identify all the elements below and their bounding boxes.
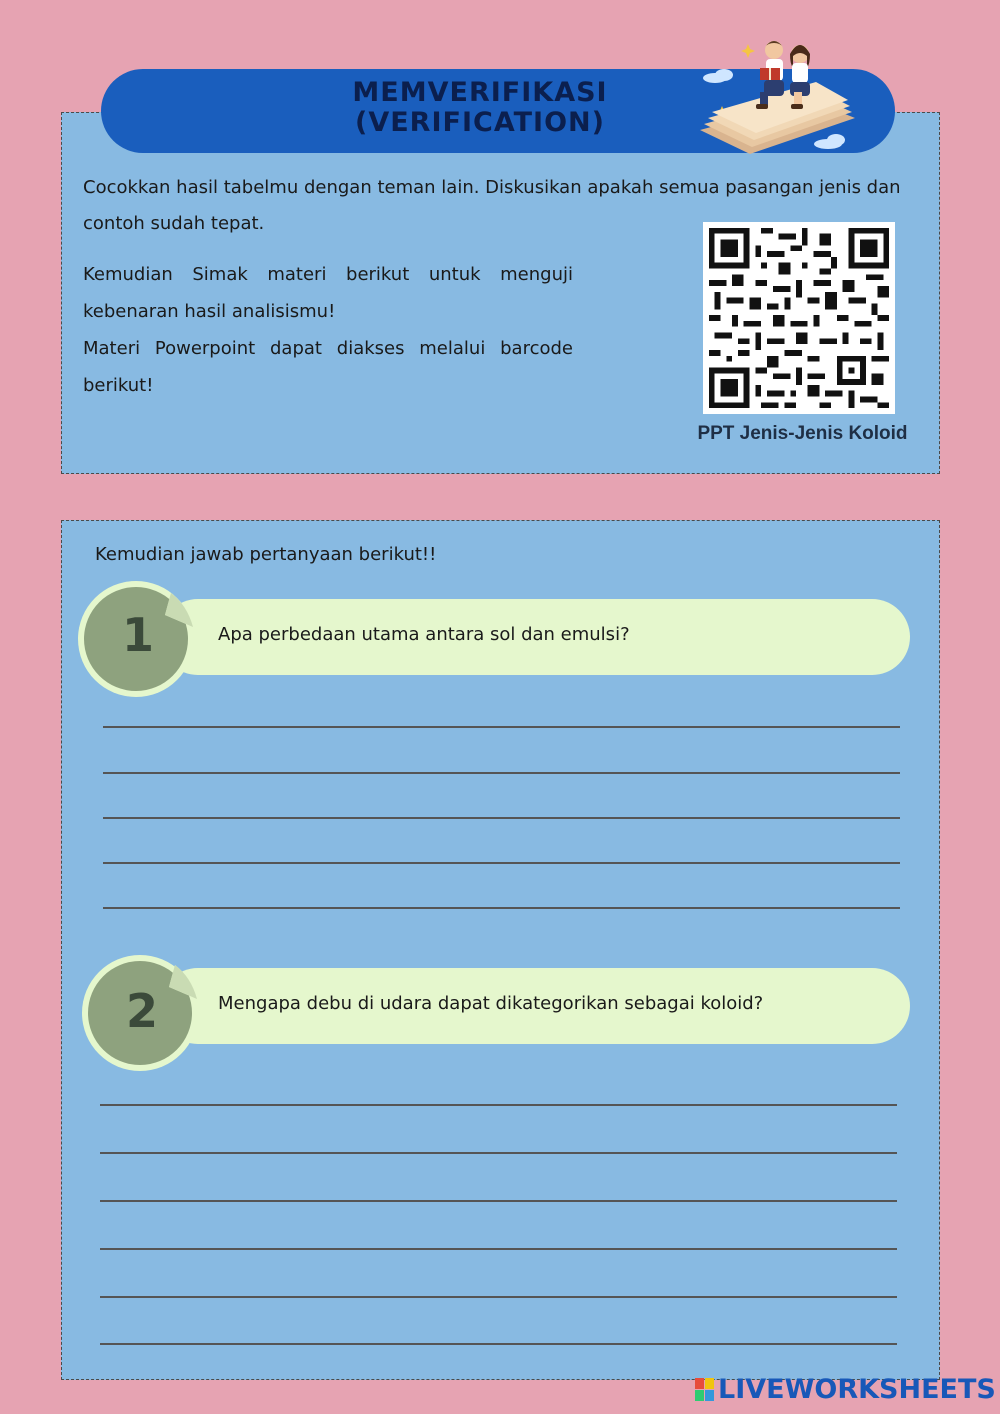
page-title [300, 78, 660, 138]
answer-line[interactable] [100, 1152, 897, 1154]
question-2-text: Mengapa debu di udara dapat dikategorikan sebagai koloid? [218, 993, 764, 1014]
answer-line[interactable] [100, 1343, 897, 1345]
question-number-2: 2 [125, 984, 158, 1038]
answer-line[interactable] [103, 862, 900, 864]
title-line-1: MEMVERIFIKASI [352, 77, 608, 108]
answer-line[interactable] [103, 726, 900, 728]
liveworksheets-logo-icon [695, 1378, 715, 1402]
question-number-1: 1 [121, 608, 154, 662]
answer-line[interactable] [100, 1200, 897, 1202]
students-reading-illustration [690, 30, 860, 160]
title-line-2: (VERIFICATION) [355, 107, 605, 138]
instruction-line-2: Materi Powerpoint dapat diakses melalui barcode berikut! [83, 338, 573, 396]
answer-line[interactable] [100, 1248, 897, 1250]
answer-line[interactable] [100, 1296, 897, 1298]
answer-line[interactable] [103, 772, 900, 774]
questions-intro: Kemudian jawab pertanyaan berikut!! [95, 544, 437, 565]
instruction-line-1: Kemudian Simak materi berikut untuk menguji kebenaran hasil analisismu! [83, 264, 573, 322]
answer-line[interactable] [100, 1104, 897, 1106]
answer-line[interactable] [103, 817, 900, 819]
qr-caption: PPT Jenis-Jenis Koloid [697, 423, 908, 444]
answer-line[interactable] [103, 907, 900, 909]
qr-code-icon[interactable] [703, 222, 895, 414]
instruction-text [83, 256, 573, 404]
intro-text: Cocokkan hasil tabelmu dengan teman lain. Diskusikan apakah semua pasangan jenis dan contoh sudah tepat. [83, 177, 901, 234]
liveworksheets-logo: LIVEWORKSHEETS [718, 1374, 996, 1405]
question-1-text: Apa perbedaan utama antara sol dan emulsi? [218, 624, 630, 645]
